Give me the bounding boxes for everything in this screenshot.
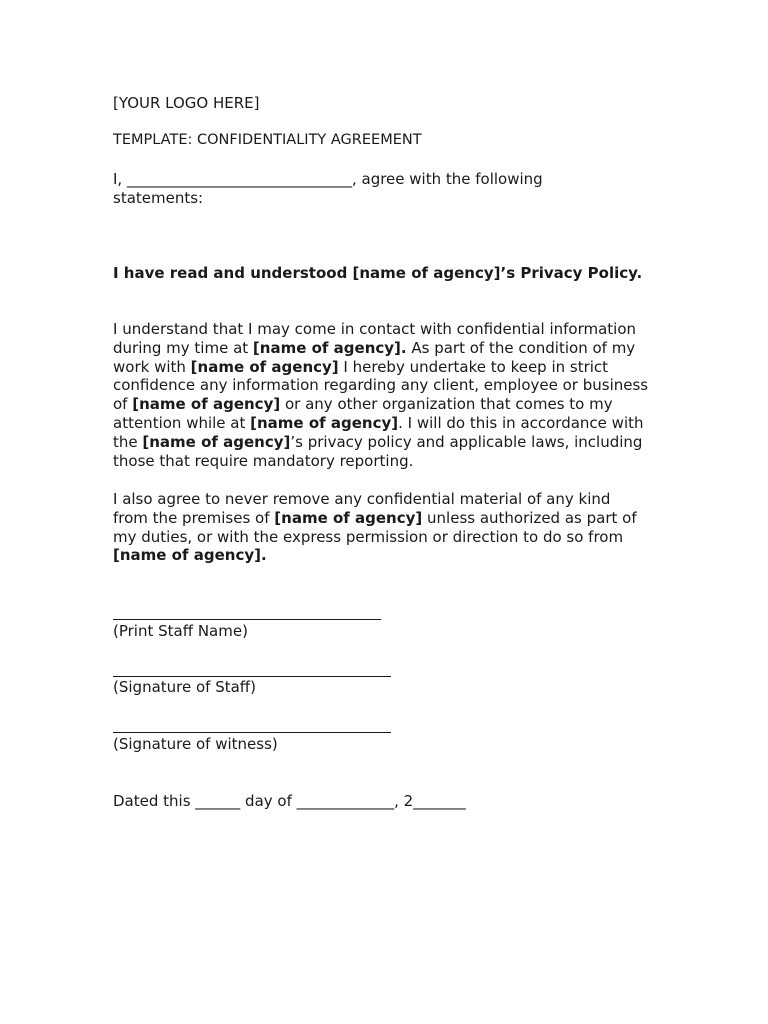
witness-signature-line [113,732,391,733]
paragraph-removal [113,490,665,565]
paragraph-line [113,414,665,433]
paragraph-line [113,358,665,377]
text-run: I hereby undertake to keep in strict [338,357,609,376]
agency-placeholder: [name of agency] [250,413,399,432]
dated-line: Dated this ______ day of _____________, 2_______ [113,792,466,810]
logo-placeholder: [YOUR LOGO HERE] [113,94,260,112]
print-name-line [113,619,381,620]
agency-placeholder: [name of agency] [142,432,291,451]
name-blank: ______________________________ [126,170,352,188]
print-name-caption: (Print Staff Name) [113,622,248,640]
intro-line-2: statements: [113,189,204,207]
text-run: ’s privacy policy and applicable laws, including [290,432,643,451]
intro-suffix: , agree with the following [351,170,543,188]
text-run: from the premises of [113,508,275,527]
witness-signature-caption: (Signature of witness) [113,735,278,753]
paragraph-line [113,509,665,528]
text-run: work with [113,357,191,376]
paragraph-line [113,395,665,414]
privacy-statement: I have read and understood [name of agency]’s Privacy Policy. [113,264,643,282]
paragraph-line: I understand that I may come in contact with confidential information [113,320,637,338]
paragraph-line [113,433,665,452]
intro-line [113,170,543,189]
paragraph-line: those that require mandatory reporting. [113,451,414,470]
paragraph-line [113,546,665,565]
text-run: the [113,432,143,451]
staff-signature-caption: (Signature of Staff) [113,678,256,696]
agency-placeholder: [name of agency] [132,395,281,414]
text-run: or any other organization that comes to my [280,395,613,414]
text-run: of [113,395,133,414]
paragraph-line: confidence any information regarding any client, employee or business [113,376,649,395]
text-run: during my time at [113,338,253,357]
paragraph-confidentiality [113,320,665,470]
text-run: attention while at [113,413,251,432]
text-run: As part of the condition of my [406,338,636,357]
text-run: unless authorized as part of [422,508,637,527]
paragraph-line: I also agree to never remove any confidential material of any kind [113,490,611,508]
document-title: TEMPLATE: CONFIDENTIALITY AGREEMENT [113,132,422,148]
agency-placeholder: [name of agency]. [113,546,267,565]
paragraph-line: my duties, or with the express permission or direction to do so from [113,527,624,546]
agency-placeholder: [name of agency] [274,508,423,527]
text-run: . I will do this in accordance with [398,413,644,432]
staff-signature-line [113,676,391,677]
paragraph-line [113,339,665,358]
agency-placeholder: [name of agency] [190,357,339,376]
agency-placeholder: [name of agency]. [252,338,407,357]
intro-prefix: I, [113,170,127,188]
